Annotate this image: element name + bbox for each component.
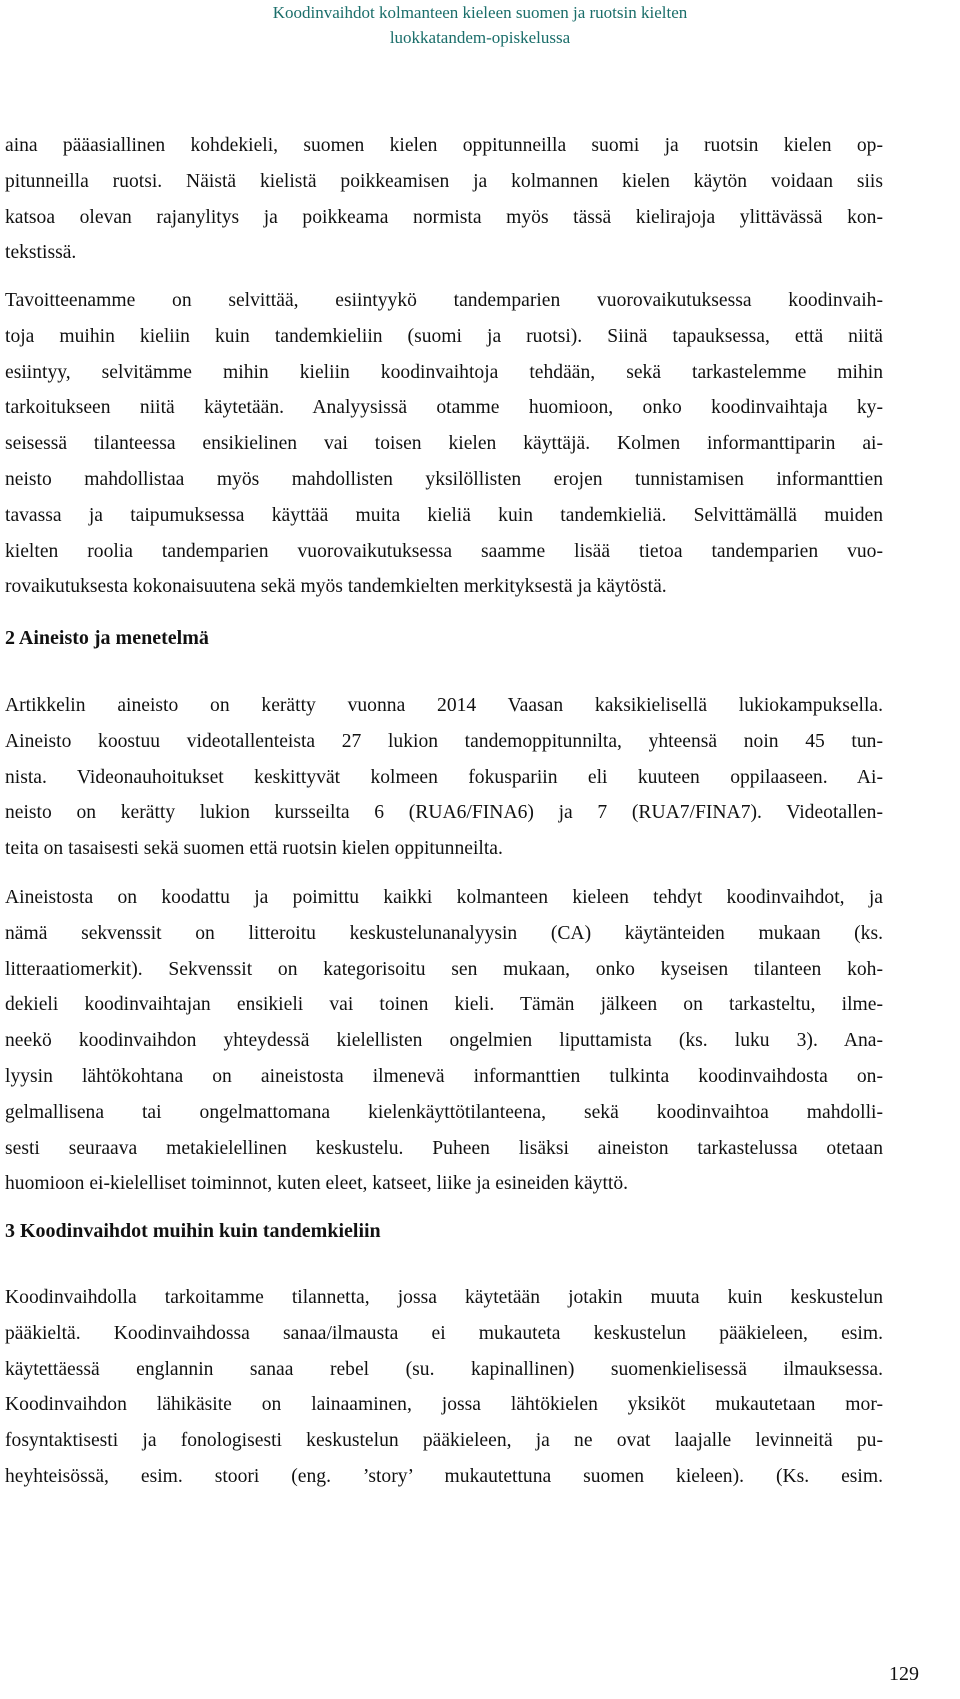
text-line: teita on tasaisesti sekä suomen että ruotsin kielen oppitunneilta. xyxy=(5,838,503,860)
text-line: fosyntaktisesti ja fonologisesti keskustelun pääkieleen, ja ne ovat laajalle levinneitä pu- xyxy=(5,1430,883,1452)
section-heading-2: 2 Aineisto ja menetelmä xyxy=(5,627,209,649)
running-header-line-1: Koodinvaihdot kolmanteen kieleen suomen ja ruotsin kielten xyxy=(272,3,688,22)
text-line: neekö koodinvaihdon yhteydessä kielellisten ongelmien liputtamista (ks. luku 3). Ana- xyxy=(5,1030,883,1052)
text-line: Artikkelin aineisto on kerätty vuonna 2014 Vaasan kaksikielisellä lukiokampuksella. xyxy=(5,695,883,716)
text-line: esiintyy, selvitämme mihin kieliin koodinvaihtoja tehdään, sekä tarkastelemme mihin xyxy=(5,361,883,383)
text-line: Tavoitteenamme on selvittää, esiintyykö tandemparien vuorovaikutuksessa koodinvaih- xyxy=(5,290,883,311)
text-line: kielten roolia tandemparien vuorovaikutuksessa saamme lisää tietoa tandemparien vuo- xyxy=(5,540,883,562)
text-line: gelmallisena tai ongelmattomana kielenkäyttötilanteena, sekä koodinvaihtoa mahdolli- xyxy=(5,1101,883,1123)
running-header xyxy=(0,0,960,50)
text-line: huomioon ei-kielelliset toiminnot, kuten eleet, katseet, liike ja esineiden käyttö. xyxy=(5,1173,629,1195)
text-line: nista. Videonauhoitukset keskittyvät kolmeen fokuspariin eli kuuteen oppilaaseen. Ai- xyxy=(5,766,883,788)
text-line: dekieli koodinvaihtajan ensikieli vai toinen kieli. Tämän jälkeen on tarkasteltu, ilme- xyxy=(5,994,883,1016)
text-line: tavassa ja taipumuksessa käyttää muita kieliä kuin tandemkieliä. Selvittämällä muiden xyxy=(5,504,883,526)
text-line: Aineisto koostuu videotallenteista 27 lukion tandemoppitunnilta, yhteensä noin 45 tun- xyxy=(5,730,883,752)
text-line: pitunneilla ruotsi. Näistä kielistä poikkeamisen ja kolmannen kielen käytön voidaan siis xyxy=(5,170,883,192)
text-line: aina pääasiallinen kohdekieli, suomen kielen oppitunneilla suomi ja ruotsin kielen op- xyxy=(5,135,883,156)
text-line: lyysin lähtökohtana on aineistosta ilmenevä informanttien tulkinta koodinvaihdosta on- xyxy=(5,1065,883,1087)
text-line: seisessä tilanteessa ensikielinen vai toisen kielen käyttäjä. Kolmen informanttiparin ai- xyxy=(5,433,883,455)
text-line: neisto on kerätty lukion kursseilta 6 (RUA6/FINA6) ja 7 (RUA7/FINA7). Videotallen- xyxy=(5,802,883,824)
paragraph-5 xyxy=(5,1280,883,1495)
text-line: Aineistosta on koodattu ja poimittu kaikki kolmanteen kieleen tehdyt koodinvaihdot, ja xyxy=(5,887,883,908)
text-line: tekstissä. xyxy=(5,242,77,264)
text-line: sesti seuraava metakielellinen keskustelu. Puheen lisäksi aineiston tarkastelussa otetaan xyxy=(5,1137,883,1159)
section-heading-3: 3 Koodinvaihdot muihin kuin tandemkieliin xyxy=(5,1220,381,1242)
text-line: nämä sekvenssit on litteroitu keskustelunanalyysin (CA) käytänteiden mukaan (ks. xyxy=(5,922,883,944)
text-line: Koodinvaihdon lähikäsite on lainaaminen, jossa lähtökielen yksiköt mukautetaan mor- xyxy=(5,1394,883,1416)
text-line: tarkoitukseen niitä käytetään. Analyysissä otamme huomioon, onko koodinvaihtaja ky- xyxy=(5,397,883,419)
paragraph-1 xyxy=(5,128,883,271)
paragraph-4 xyxy=(5,880,883,1202)
paragraph-3 xyxy=(5,688,883,867)
text-line: toja muihin kieliin kuin tandemkieliin (suomi ja ruotsi). Siinä tapauksessa, että niitä xyxy=(5,325,883,347)
running-header-line-2: luokkatandem-opiskelussa xyxy=(389,28,571,47)
paragraph-2 xyxy=(5,283,883,605)
page-number: 129 xyxy=(889,1663,919,1685)
text-line: käytettäessä englannin sanaa rebel (su. kapinallinen) suomenkielisessä ilmauksessa. xyxy=(5,1358,883,1380)
text-line: pääkieltä. Koodinvaihdossa sanaa/ilmausta ei mukauteta keskustelun pääkieleen, esim. xyxy=(5,1322,883,1344)
text-line: katsoa olevan rajanylitys ja poikkeama normista myös tässä kielirajoja ylittävässä kon- xyxy=(5,206,883,228)
text-line: Koodinvaihdolla tarkoitamme tilannetta, jossa käytetään jotakin muuta kuin keskustelun xyxy=(5,1287,883,1308)
text-line: heyhteisössä, esim. stoori (eng. ’story’ mukautettuna suomen kieleen). (Ks. esim. xyxy=(5,1465,883,1487)
text-line: neisto mahdollistaa myös mahdollisten yksilöllisten erojen tunnistamisen informanttien xyxy=(5,468,883,490)
text-line: litteraatiomerkit). Sekvenssit on kategorisoitu sen mukaan, onko kyseisen tilanteen koh- xyxy=(5,958,883,980)
text-line: rovaikutuksesta kokonaisuutena sekä myös tandemkielten merkityksestä ja käytöstä. xyxy=(5,576,667,598)
